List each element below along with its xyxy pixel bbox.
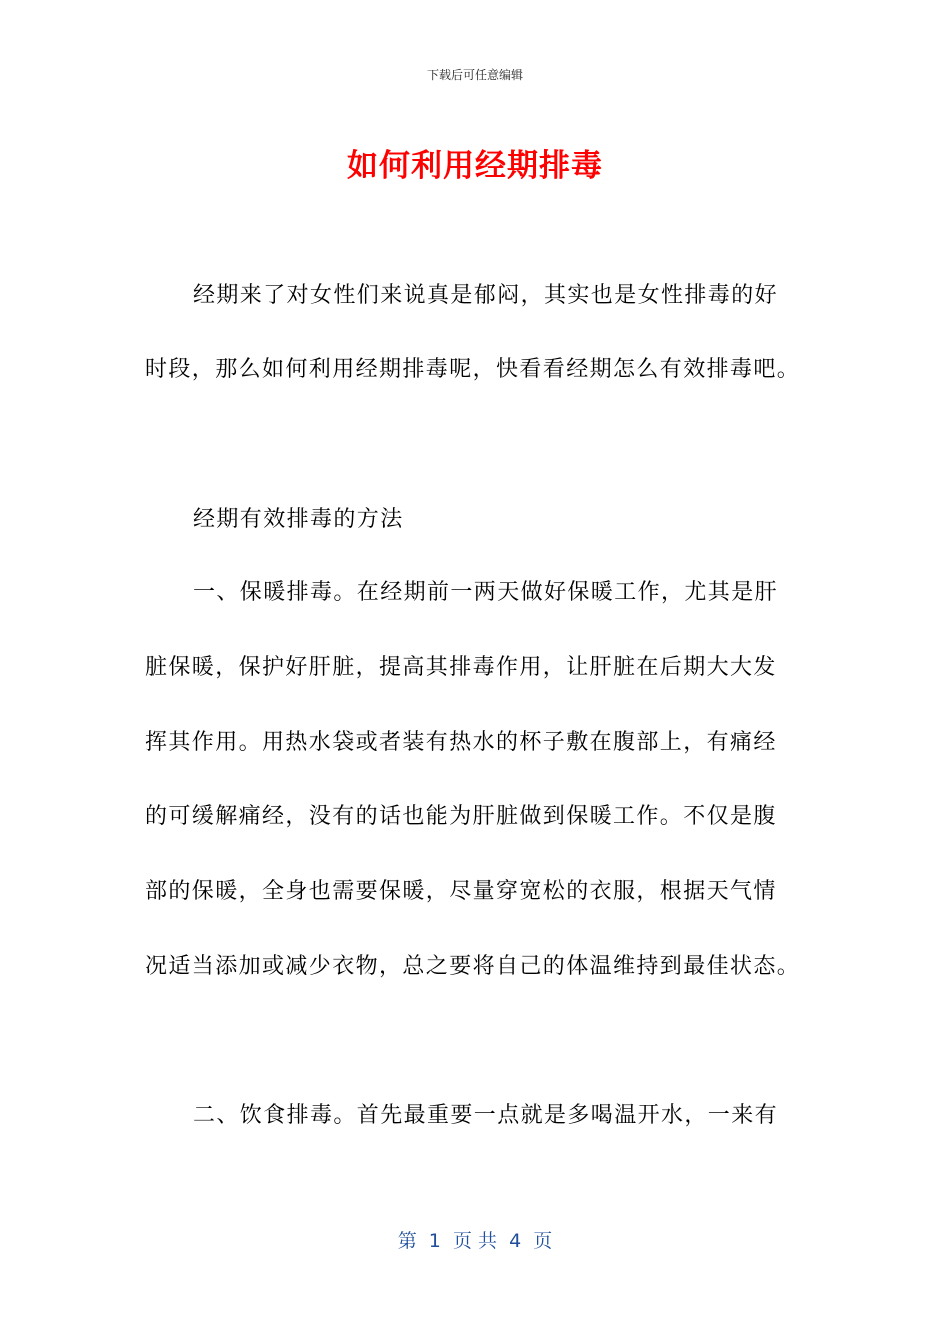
paragraph-line: 的可缓解痛经，没有的话也能为肝脏做到保暖工作。不仅是腹 [145,804,777,829]
section-heading: 经期有效排毒的方法 [193,507,404,532]
page-footer: 第 1 页 共 4 页 [397,1230,553,1252]
paragraph-line: 二、饮食排毒。首先最重要一点就是多喝温开水，一来有 [193,1103,779,1128]
paragraph-line: 挥其作用。用热水袋或者装有热水的杯子敷在腹部上，有痛经 [145,730,777,755]
paragraph-line: 脏保暖，保护好肝脏，提高其排毒作用，让肝脏在后期大大发 [145,655,777,680]
paragraph-line: 况适当添加或减少衣物，总之要将自己的体温维持到最佳状态。 [145,954,801,979]
paragraph-line: 时段，那么如何利用经期排毒呢，快看看经期怎么有效排毒吧。 [145,357,801,382]
paragraph-line: 部的保暖，全身也需要保暖，尽量穿宽松的衣服，根据天气情 [145,879,777,904]
document-title: 如何利用经期排毒 [347,148,603,184]
header-note: 下载后可任意编辑 [426,68,523,82]
paragraph-line: 经期来了对女性们来说真是郁闷，其实也是女性排毒的好 [193,283,779,308]
paragraph-line: 一、保暖排毒。在经期前一两天做好保暖工作，尤其是肝 [193,580,779,605]
